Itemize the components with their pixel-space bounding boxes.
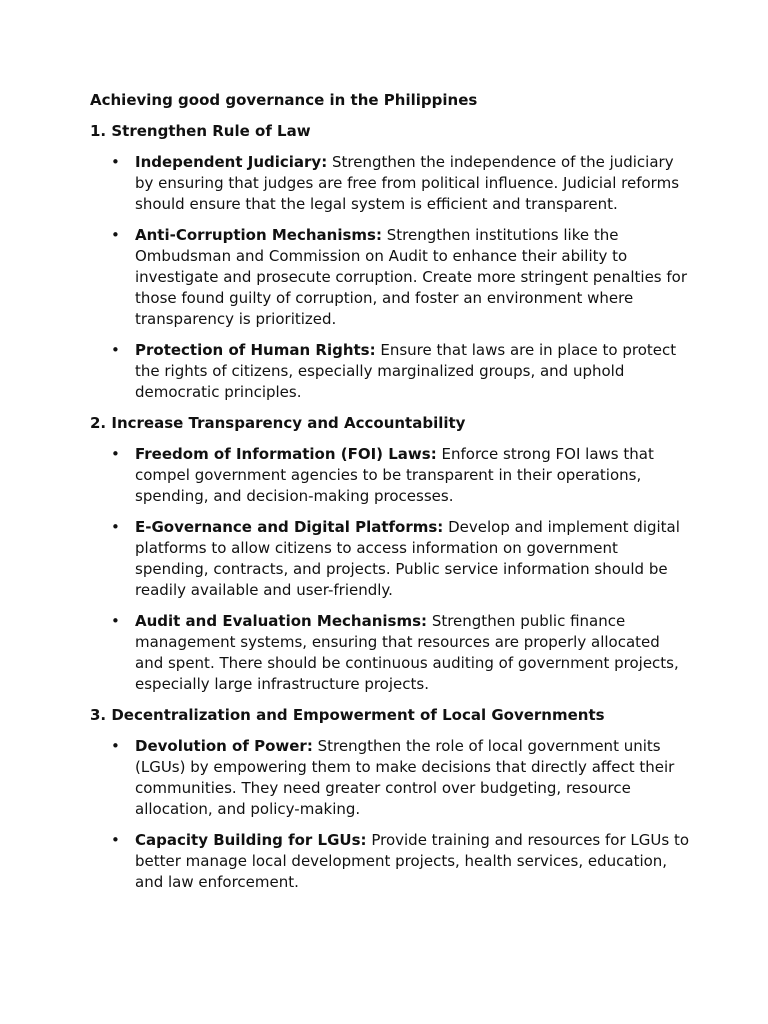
section-heading: 2. Increase Transparency and Accountability <box>90 414 466 432</box>
bullet-term: Protection of Human Rights: <box>135 341 376 359</box>
bullet-icon: • <box>111 341 120 359</box>
bullet-text: Strengthen the role of local government units (LGUs) by empowering them to make decisions that directly affect their communities. They need greater control over budgeting, resource allocation, and policy-making. <box>135 737 675 818</box>
section-decentralization <box>90 705 690 893</box>
list-item <box>90 736 690 820</box>
list-item <box>90 611 690 695</box>
bullet-text: Provide training and resources for LGUs to better manage local development projects, health services, education, and law enforcement. <box>135 831 690 891</box>
bullet-list <box>90 152 690 403</box>
list-item <box>90 444 690 507</box>
document-page <box>90 90 690 903</box>
bullet-text: Enforce strong FOI laws that compel government agencies to be transparent in their operations, spending, and decision-making processes. <box>135 445 654 505</box>
bullet-icon: • <box>111 153 120 171</box>
section-heading: 3. Decentralization and Empowerment of Local Governments <box>90 706 605 724</box>
list-item <box>90 517 690 601</box>
bullet-list <box>90 736 690 893</box>
bullet-icon: • <box>111 831 120 849</box>
list-item <box>90 152 690 215</box>
section-rule-of-law <box>90 121 690 403</box>
bullet-icon: • <box>111 518 120 536</box>
bullet-text: Strengthen the independence of the judiciary by ensuring that judges are free from political influence. Judicial reforms should ensure that the legal system is efficient and transparent. <box>135 153 680 213</box>
bullet-list <box>90 444 690 695</box>
bullet-term: Devolution of Power: <box>135 737 313 755</box>
bullet-term: Capacity Building for LGUs: <box>135 831 367 849</box>
bullet-icon: • <box>111 612 120 630</box>
bullet-text: Strengthen institutions like the Ombudsman and Commission on Audit to enhance their ability to investigate and prosecute corruption. Create more stringent penalties for those found guilty of corruption, and foster an environment where transparency is prioritized. <box>135 226 688 328</box>
list-item <box>90 225 690 330</box>
bullet-term: Audit and Evaluation Mechanisms: <box>135 612 428 630</box>
bullet-term: Freedom of Information (FOI) Laws: <box>135 445 437 463</box>
bullet-term: Anti-Corruption Mechanisms: <box>135 226 382 244</box>
bullet-icon: • <box>111 226 120 244</box>
bullet-icon: • <box>111 737 120 755</box>
bullet-icon: • <box>111 445 120 463</box>
bullet-text: Strengthen public finance management systems, ensuring that resources are properly allocated and spent. There should be continuous auditing of government projects, especially large infrastructure projects. <box>135 612 679 693</box>
document-title: Achieving good governance in the Philippines <box>90 91 478 109</box>
bullet-text: Ensure that laws are in place to protect the rights of citizens, especially marginalized groups, and uphold democratic principles. <box>135 341 677 401</box>
bullet-term: Independent Judiciary: <box>135 153 328 171</box>
list-item <box>90 830 690 893</box>
bullet-text: Develop and implement digital platforms to allow citizens to access information on government spending, contracts, and projects. Public service information should be readily available and user-friendly. <box>135 518 680 599</box>
bullet-term: E-Governance and Digital Platforms: <box>135 518 444 536</box>
section-transparency <box>90 413 690 695</box>
section-heading: 1. Strengthen Rule of Law <box>90 122 311 140</box>
list-item <box>90 340 690 403</box>
